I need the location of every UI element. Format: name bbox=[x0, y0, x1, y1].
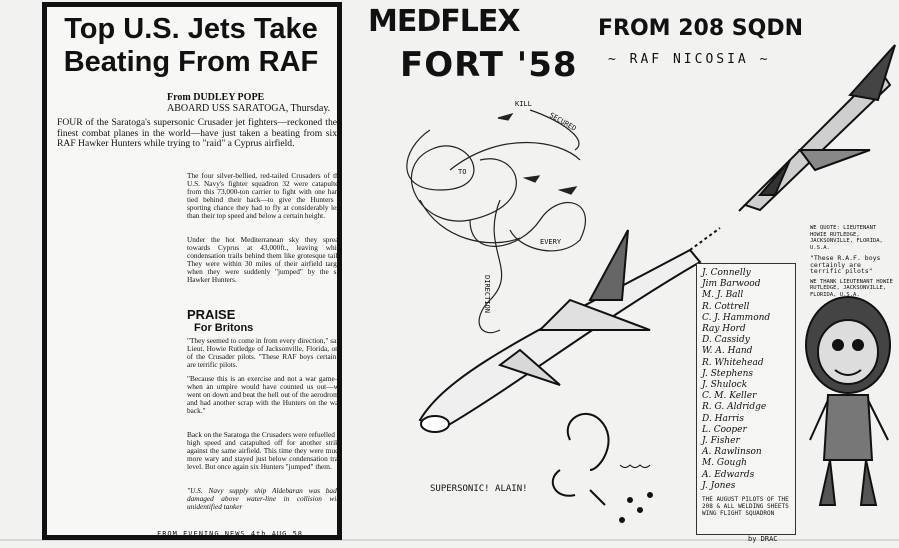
note-quote: "These R.A.F. boys certainly are terrific pilots" bbox=[810, 254, 881, 275]
signature: Ray Hord bbox=[702, 324, 746, 334]
clipping-byline bbox=[167, 92, 330, 114]
signature: L. Cooper bbox=[702, 424, 747, 435]
contrail-map-drawing bbox=[407, 110, 586, 333]
clipping-para2: The four silver-bellied, red-tailed Crusaders of the U.S. Navy's fighter squadron 32 were catapulted from this 73,000-ton carrier to fight with one hand tied behind their back—to give the Hunters a sporting chance they had to fly at considerably less than their top speed and below a certain height. bbox=[187, 171, 342, 220]
supersonic-caption: SUPERSONIC! ALAIN! bbox=[430, 484, 528, 494]
signature: A. Edwards bbox=[702, 469, 755, 480]
doodle-face bbox=[553, 414, 652, 522]
signature: J. Jones bbox=[702, 480, 736, 491]
signature-note: THE AUGUST PILOTS OF THE 208 & ALL WELDING SHEETS WING FLIGHT SQUADRON bbox=[702, 496, 789, 517]
clipping-praise-heading: PRAISE bbox=[187, 307, 236, 322]
signature: W. A. Hand bbox=[702, 346, 753, 357]
clipping-subheading: For Britons bbox=[194, 322, 254, 334]
newspaper-clipping bbox=[42, 2, 342, 540]
clipping-para5: "Because this is an exercise and not a war game—when an umpire would have counted us out—we went on down and beat the hell out of the aerodrome and had another scrap with the Hunters on the way back." bbox=[187, 374, 342, 415]
clipping-lead: FOUR of the Saratoga's supersonic Crusader jet fighters—reckoned the finest combat planes in the world—have just taken a beating from six RAF Hawker Hunters while trying to "raid" a Cyprus airfield. bbox=[57, 117, 337, 149]
clipping-para6: Back on the Saratoga the Crusaders were refuelled at high speed and catapulted off for another strike against the same airfield. This time they were much more wary and stayed just below condensation trail level. But once again six Hunters "jumped" them. bbox=[187, 430, 342, 471]
map-label-direction: DIRECTION bbox=[482, 275, 491, 313]
signature: J. Fisher bbox=[702, 436, 740, 446]
crusader-jet-center bbox=[420, 228, 720, 432]
signature: R. G. Aldridge bbox=[702, 402, 767, 413]
signature: R. Whitehead bbox=[702, 357, 764, 368]
clipping-para3: Under the hot Mediterranean sky they spread towards Cyprus at 43,000ft., leaving white condensation trails behind them like grotesque tails. They were within 30 miles of their airfield target when they were suddenly "jumped" by the six Hawker Hunters. bbox=[187, 235, 342, 284]
signature: Jim Barwood bbox=[702, 279, 761, 290]
artist-signature: by DRAC bbox=[748, 535, 778, 543]
signature: A. Rawlinson bbox=[702, 447, 762, 458]
signature: D. Cassidy bbox=[702, 335, 750, 346]
mascot-cartoon bbox=[806, 297, 890, 505]
medflex-title: MEDFLEX bbox=[368, 4, 520, 39]
signature: M. J. Ball bbox=[702, 290, 744, 301]
clipping-para7: "U.S. Navy supply ship Aldebaran was badly damaged above water-line in collision with unidentified tanker bbox=[187, 486, 342, 511]
signature: C. M. Keller bbox=[702, 391, 757, 402]
quote-notes bbox=[810, 225, 895, 298]
station-label: ~ RAF NICOSIA ~ bbox=[608, 52, 771, 67]
map-label-to: TO bbox=[458, 168, 467, 176]
squadron-title: FROM 208 SQDN bbox=[598, 16, 804, 41]
map-label-kill: KILL bbox=[515, 100, 532, 108]
signature: J. Stephens bbox=[702, 368, 754, 379]
signature: J. Connelly bbox=[702, 268, 751, 278]
clipping-para4: "They seemed to come in from every direction," said Lieut. Howie Rutledge of Jacksonville, Florida, one of the Crusader pilots. "These RAF boys certainly are terrific pilots. bbox=[187, 336, 342, 369]
map-label-secured: SECURED bbox=[547, 111, 578, 133]
signature: J. Shulock bbox=[702, 380, 748, 390]
clipping-headline: Top U.S. Jets Take Beating From RAF bbox=[63, 13, 319, 78]
fort-title: FORT '58 bbox=[400, 45, 578, 85]
note-top: WE QUOTE: LIEUTENANT HOWIE RUTLEDGE, JACKSONVILLE, FLORIDA, U.S.A. bbox=[810, 225, 883, 251]
signature: D. Harris bbox=[702, 413, 744, 424]
hunter-jet-top-right bbox=[739, 45, 895, 211]
clipping-credit: FROM EVENING NEWS 4th AUG 58 bbox=[157, 530, 304, 538]
signature: M. Gough bbox=[702, 458, 747, 469]
byline-dateline: ABOARD USS SARATOGA, Thursday. bbox=[167, 103, 331, 114]
note-bottom: WE THANK LIEUTENANT HOWIE RUTLEDGE, JACKSONVILLE, FLORIDA, U.S.A. bbox=[810, 278, 893, 298]
signature-panel bbox=[696, 263, 796, 535]
map-label-every: EVERY bbox=[540, 238, 562, 246]
signature: C. J. Hammond bbox=[702, 312, 771, 323]
byline-author: From DUDLEY POPE bbox=[167, 92, 265, 103]
signature: R. Cottrell bbox=[702, 301, 750, 312]
